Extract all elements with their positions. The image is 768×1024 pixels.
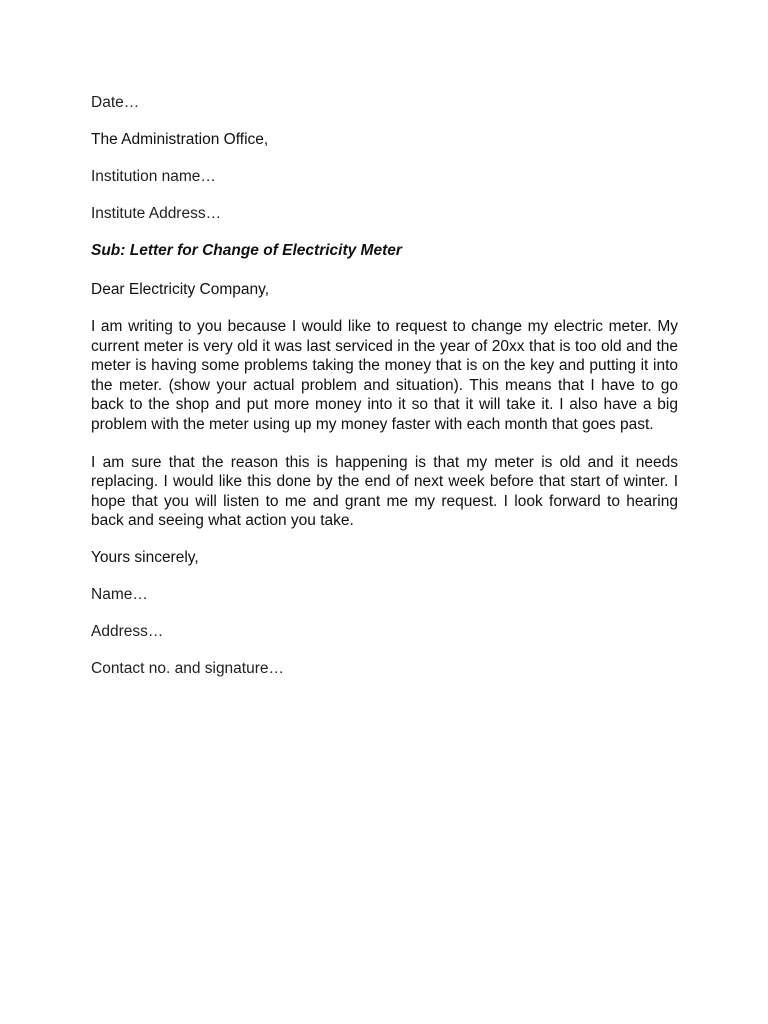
letter-document xyxy=(91,93,678,679)
institute-address-line: Institute Address… xyxy=(91,205,222,222)
body-paragraph-2: I am sure that the reason this is happening is that my meter is old and it needs replacing. I would like this done by the end of next week before that start of winter. I hope that you will listen to me and grant me my request. I look forward to hearing back and seeing what action you take. xyxy=(91,453,678,530)
sender-address-line: Address… xyxy=(91,622,164,640)
closing-line: Yours sincerely, xyxy=(91,548,199,566)
institution-name-line: Institution name… xyxy=(91,168,216,185)
recipient-office-line: The Administration Office, xyxy=(91,131,269,148)
sender-name-line: Name… xyxy=(91,585,148,603)
salutation-line: Dear Electricity Company, xyxy=(91,281,270,298)
contact-signature-line: Contact no. and signature… xyxy=(91,659,285,677)
body-paragraph-1: I am writing to you because I would like to request to change my electric meter. My current meter is very old it was last serviced in the year of 20xx that is too old and the meter is having some problems taking the money that is on the key and putting it into the meter. (show your actual problem and situation). This means that I have to go back to the shop and put more money into it so that it will take it. I also have a big problem with the meter using up my money faster with each month that goes past. xyxy=(91,318,678,433)
date-line: Date… xyxy=(91,94,140,111)
subject-line: Sub: Letter for Change of Electricity Meter xyxy=(91,242,402,259)
